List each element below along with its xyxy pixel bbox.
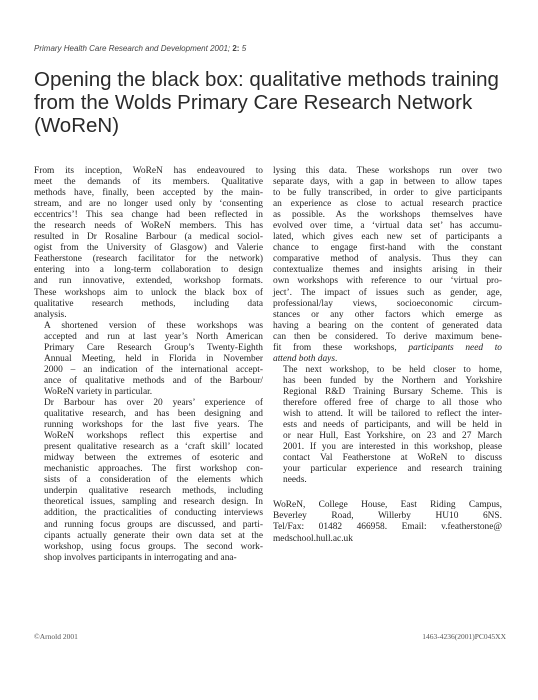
text-line: 2000 – an indication of the international accept- [44,364,263,375]
journal-volume: 2: [232,44,240,53]
running-head [34,44,246,53]
contact-address [273,500,502,544]
text-line: lysing this data. These workshops run over two [273,166,502,176]
text-line: WoReN, College House, East Riding Campus, [273,500,502,511]
emphasis-text: participants need to [408,342,502,353]
text-line: ject’. The impact of issues such as gender, age, [273,287,502,298]
text-fragment: . [334,353,338,364]
text-line: Dr Barbour has over 20 years’ experience of [44,397,263,408]
text-line: stances or any other factors which emerge as [273,309,502,320]
text-line: contextualize themes and insights arising in their [273,265,502,276]
text-line [273,354,502,365]
text-line: own workshops with reference to our ‘virtual pro- [273,276,502,287]
text-line: and run innovative, extended, workshop formats. [34,276,263,287]
text-line: shop involves participants in interrogating and ana- [44,552,237,563]
text-line: evolved over time, a ‘virtual data set’ has accumu- [273,221,502,232]
text-line: ogist from the University of Glasgow) and Valerie [34,243,263,254]
text-line: stream, and are no longer used only by ‘consenting [34,199,263,210]
text-line: wish to attend. It will be tailored to reflect the inter- [283,409,502,420]
article-code: 1463-4236(2001)PC045XX [422,632,506,641]
journal-page: 5 [241,44,247,53]
text-fragment: fit from these workshops, [273,342,397,353]
text-line: to be fully transcribed, in order to give participants [273,188,502,199]
text-line: comparative method of analysis. Thus they can [273,254,502,265]
text-line: WoReN variety in particular. [44,386,153,397]
text-line: separate days, with a gap in between to allow tapes [273,177,502,188]
copyright-notice: ©Arnold 2001 [34,632,78,641]
text-line: or near Hull, East Yorkshire, on 23 and 27 March [283,431,502,442]
text-line: A shortened version of these workshops was [44,320,263,331]
journal-year: 2001; [210,44,231,53]
text-line: can then be considered. To derive maximum bene- [273,331,502,342]
text-line: and running focus groups are discussed, and parti- [44,519,263,530]
right-column [273,166,502,545]
text-line: qualitative research, and has been designing and [44,409,263,420]
text-line: 2001. If you are interested in this workshop, please [283,442,502,453]
text-line: contact Val Featherstone at WoReN to discuss [283,453,502,464]
text-line: The next workshop, to be held closer to home, [283,364,502,375]
text-line: present qualitative research as a ‘craft skill’ located [44,442,263,453]
text-line: WoReN workshops reflect this expertise and [44,431,263,442]
text-line: the research needs of WoReN members. This has [34,221,263,232]
text-line: an experience as close to actual research practice [273,199,502,210]
text-line: Beverley Road, Willerby HU10 6NS. [273,511,502,522]
journal-name: Primary Health Care Research and Development [34,44,208,53]
text-line: analysis. [34,309,67,320]
text-line: as possible. As the workshops themselves have [273,210,502,221]
text-line: sists of a consideration of the elements which [44,475,263,486]
text-line: ance of qualitative methods and of the Barbour/ [44,375,263,386]
text-line: medschool.hull.ac.uk [273,533,353,544]
paragraph-intro [34,166,263,321]
left-column [34,166,263,564]
text-line: qualitative research methods, including data [34,298,263,309]
text-line: addition, the practicalities of conducting interviews [44,508,263,519]
text-line: midway between the extremes of esoteric and [44,453,263,464]
text-line: accepted and run at last year’s North American [44,331,263,342]
paragraph-next-workshop [273,365,502,487]
paragraph-analysis [273,166,502,365]
text-line: running workshops for the last five years. The [44,420,263,431]
text-line: Regional R&D Training Bursary Scheme. This is [283,386,502,397]
text-line: Primary Care Research Group’s Twenty-Eighth [44,342,263,353]
text-line: ests and needs of participants, and will be held in [283,420,502,431]
paragraph-napcrg [34,321,263,398]
text-line: These workshops aim to unlock the black box of [34,287,263,298]
text-line: your particular experience and research training [283,464,502,475]
text-line: meet the demands of its members. Qualitative [34,177,263,188]
text-line: Annual Meeting, held in Florida in November [44,353,263,364]
article-title: Opening the black box: qualitative methods training from the Wolds Primary Care Research Network (WoReN) [34,68,499,137]
text-line: eccentrics’! This sea change had been reflected in [34,210,263,221]
text-line: Tel/Fax: 01482 466958. Email: v.featherstone@ [273,522,502,533]
text-line: methods have, finally, been accepted by the main- [34,188,263,199]
text-line [273,343,502,354]
text-line: lated, which gives each new set of participants a [273,232,502,243]
text-line: workshop, using focus groups. The second work- [44,541,263,552]
text-line: needs. [283,475,307,486]
text-line: theoretical issues, sampling and research design. In [44,497,263,508]
text-line: From its inception, WoReN has endeavoured to [34,166,263,176]
text-line: underpin qualitative research methods, including [44,486,263,497]
emphasis-text: attend both days [273,353,335,364]
text-line: chance to engage first-hand with the constant [273,243,502,254]
text-line: entering into a long-term collaboration to design [34,265,263,276]
text-line: resulted in Dr Rosaline Barbour (a medical sociol- [34,232,263,243]
text-line: professional/lay views, socioeconomic circum- [273,298,502,309]
text-line: therefore offered free of charge to all those who [283,397,502,408]
text-line: mechanistic approaches. The first workshop con- [44,464,263,475]
text-line: Featherstone (research facilitator for the network) [34,254,263,265]
paragraph-barbour [34,398,263,564]
text-line: having a bearing on the content of generated data [273,320,502,331]
text-line: has been funded by the Northern and Yorkshire [283,375,502,386]
text-line: cipants actually generate their own data set at the [44,530,263,541]
